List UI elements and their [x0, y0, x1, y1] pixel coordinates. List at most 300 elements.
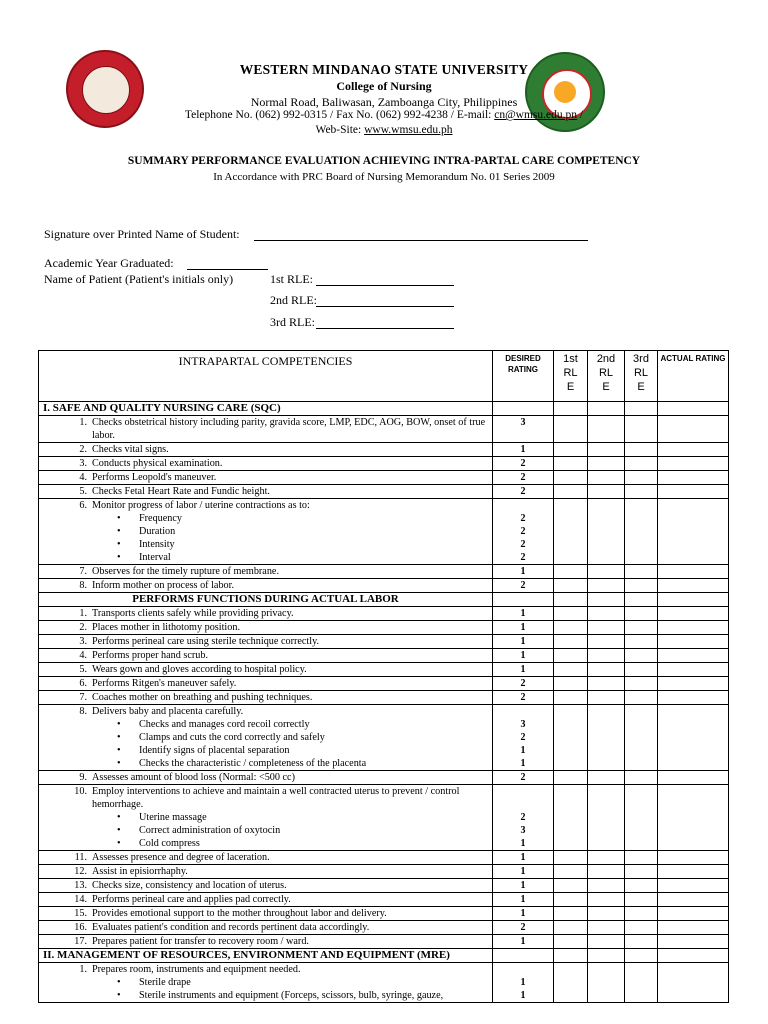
rating-cell[interactable]	[588, 635, 625, 649]
item-number: 1.	[79, 964, 87, 975]
rating-cell[interactable]	[588, 607, 625, 621]
competency-cell	[39, 416, 493, 443]
rle1-label: 1st RLE:	[270, 272, 314, 286]
rating-cell[interactable]	[588, 705, 625, 771]
desired-rating-cell	[493, 851, 554, 865]
desired-rating-value: 3	[520, 825, 526, 836]
item-text: Provides emotional support to the mother throughout labor and delivery.	[92, 908, 387, 919]
bullet-item: • Identify signs of placental separation	[117, 745, 290, 756]
rating-cell[interactable]	[588, 785, 625, 851]
rating-cell[interactable]	[554, 607, 588, 621]
rating-cell[interactable]	[554, 649, 588, 663]
item-text: Checks obstetrical history including parity, gravida score, LMP, EDC, AOG, BOW, onset of true labor.	[92, 417, 486, 441]
patient-name-label: Name of Patient (Patient's initials only)	[44, 272, 234, 286]
rating-cell[interactable]	[625, 649, 658, 663]
rating-cell[interactable]	[588, 443, 625, 457]
desired-rating-value: 1	[520, 866, 526, 877]
competency-cell	[39, 963, 493, 1003]
desired-rating-value: 2	[520, 580, 526, 591]
item-text: Prepares room, instruments and equipment needed.	[92, 964, 301, 975]
table-row	[39, 565, 729, 579]
bullet-icon: •	[117, 719, 121, 730]
rating-cell[interactable]	[658, 663, 729, 677]
rating-cell[interactable]	[625, 663, 658, 677]
rating-cell[interactable]	[658, 471, 729, 485]
rating-cell[interactable]	[588, 851, 625, 865]
item-number: 8.	[79, 706, 87, 717]
rating-cell[interactable]	[554, 416, 588, 443]
rating-cell[interactable]	[658, 579, 729, 593]
item-text: Assist in episiorrhaphy.	[92, 866, 188, 877]
item-number: 7.	[79, 566, 87, 577]
desired-rating-value: 2	[520, 692, 526, 703]
table-row	[39, 443, 729, 457]
desired-rating-value: 1	[520, 880, 526, 891]
bullet-icon: •	[117, 745, 121, 756]
section-title: I. SAFE AND QUALITY NURSING CARE (SQC)	[39, 402, 493, 416]
rating-cell[interactable]	[554, 949, 588, 963]
item-number: 3.	[79, 636, 87, 647]
rating-cell[interactable]	[625, 457, 658, 471]
bullet-icon: •	[117, 758, 121, 769]
rating-cell[interactable]	[625, 677, 658, 691]
table-row	[39, 621, 729, 635]
rating-cell[interactable]	[658, 607, 729, 621]
rating-cell[interactable]	[658, 705, 729, 771]
desired-rating-cell	[493, 457, 554, 471]
item-text: Checks Fetal Heart Rate and Fundic height.	[92, 486, 270, 497]
desired-rating-cell	[493, 485, 554, 499]
item-text: Conducts physical examination.	[92, 458, 223, 469]
table-row	[39, 879, 729, 893]
rating-cell[interactable]	[625, 935, 658, 949]
rating-cell[interactable]	[588, 691, 625, 705]
rle1-field[interactable]	[316, 285, 454, 286]
rating-cell[interactable]	[625, 485, 658, 499]
item-number: 7.	[79, 692, 87, 703]
table-row	[39, 691, 729, 705]
rating-cell[interactable]	[625, 402, 658, 416]
desired-rating-value: 2	[520, 513, 526, 524]
item-text: Coaches mother on breathing and pushing techniques.	[92, 692, 313, 703]
bullet-icon: •	[117, 513, 121, 524]
rating-cell[interactable]	[658, 593, 729, 607]
rating-cell[interactable]	[658, 771, 729, 785]
rating-cell[interactable]	[588, 579, 625, 593]
rle2-header: 2nd RL E	[588, 351, 625, 402]
rating-cell[interactable]	[658, 935, 729, 949]
desired-rating-cell	[493, 921, 554, 935]
item-number: 3.	[79, 458, 87, 469]
table-row	[39, 649, 729, 663]
item-number: 12.	[74, 866, 87, 877]
rating-cell[interactable]	[658, 851, 729, 865]
desired-rating-value: 2	[520, 486, 526, 497]
rating-cell[interactable]	[658, 565, 729, 579]
rating-cell[interactable]	[588, 663, 625, 677]
rating-cell[interactable]	[625, 879, 658, 893]
competency-cell	[39, 485, 493, 499]
table-row	[39, 416, 729, 443]
table-row	[39, 935, 729, 949]
university-name: WESTERN MINDANAO STATE UNIVERSITY	[239, 62, 529, 77]
bullet-item: • Intensity	[117, 539, 175, 550]
desired-rating-value: 3	[520, 417, 526, 428]
document-subtitle: In Accordance with PRC Board of Nursing Memorandum No. 01 Series 2009	[213, 171, 555, 183]
rating-cell[interactable]	[588, 879, 625, 893]
rating-cell[interactable]	[554, 485, 588, 499]
rating-cell[interactable]	[554, 565, 588, 579]
rating-cell[interactable]	[554, 593, 588, 607]
item-number: 11.	[74, 852, 87, 863]
rating-cell[interactable]	[554, 691, 588, 705]
desired-rating-value: 2	[520, 922, 526, 933]
item-number: 16.	[74, 922, 87, 933]
website-link[interactable]: www.wmsu.edu.ph	[364, 124, 453, 136]
desired-rating-cell	[493, 785, 554, 851]
item-number: 2.	[79, 622, 87, 633]
item-text: Monitor progress of labor / uterine contractions as to:	[92, 500, 310, 511]
competency-cell	[39, 621, 493, 635]
rating-cell[interactable]	[554, 963, 588, 1003]
table-row	[39, 921, 729, 935]
rating-cell[interactable]	[554, 635, 588, 649]
rating-cell[interactable]	[554, 785, 588, 851]
rating-cell[interactable]	[588, 649, 625, 663]
rating-cell[interactable]	[658, 402, 729, 416]
desired-rating-value: 2	[520, 552, 526, 563]
rating-cell[interactable]	[588, 457, 625, 471]
bullet-icon: •	[117, 990, 121, 1001]
item-number: 17.	[74, 936, 87, 947]
desired-rating-value: 2	[520, 458, 526, 469]
table-row	[39, 607, 729, 621]
rating-cell[interactable]	[625, 443, 658, 457]
desired-rating-cell	[493, 499, 554, 565]
rating-cell[interactable]	[588, 593, 625, 607]
rating-cell[interactable]	[554, 457, 588, 471]
item-text: Performs Ritgen's maneuver safely.	[92, 678, 237, 689]
item-number: 15.	[74, 908, 87, 919]
actual-rating-header: ACTUAL RATING	[658, 351, 729, 402]
rating-cell[interactable]	[588, 921, 625, 935]
table-row	[39, 907, 729, 921]
rating-cell[interactable]	[588, 865, 625, 879]
rating-cell[interactable]	[554, 921, 588, 935]
competency-cell	[39, 579, 493, 593]
rating-cell[interactable]	[588, 771, 625, 785]
bullet-item: • Frequency	[117, 513, 182, 524]
rating-cell[interactable]	[554, 935, 588, 949]
signature-field[interactable]	[254, 240, 588, 241]
rating-cell[interactable]	[625, 771, 658, 785]
competency-cell	[39, 677, 493, 691]
rating-cell[interactable]	[658, 621, 729, 635]
item-text: Transports clients safely while providing privacy.	[92, 608, 294, 619]
item-text: Checks size, consistency and location of uterus.	[92, 880, 287, 891]
item-number: 2.	[79, 444, 87, 455]
desired-rating-cell	[493, 935, 554, 949]
rating-cell[interactable]	[588, 402, 625, 416]
contact-line: Telephone No. (062) 992-0315 / Fax No. (062) 992-4238 / E-mail: cn@wmsu.edu.pn /	[184, 109, 584, 121]
desired-rating-cell	[493, 649, 554, 663]
section-row	[39, 949, 729, 963]
rating-cell[interactable]	[588, 963, 625, 1003]
rating-cell[interactable]	[625, 893, 658, 907]
desired-rating-cell	[493, 705, 554, 771]
rating-cell[interactable]	[554, 402, 588, 416]
rating-cell[interactable]	[658, 893, 729, 907]
competency-cell	[39, 565, 493, 579]
section-title: PERFORMS FUNCTIONS DURING ACTUAL LABOR	[39, 593, 493, 607]
table-row	[39, 705, 729, 771]
rating-cell[interactable]	[554, 663, 588, 677]
desired-rating-value: 1	[520, 745, 526, 756]
item-text: Performs perineal care using sterile technique correctly.	[92, 636, 320, 647]
bullet-item: • Checks the characteristic / completeness of the placenta	[117, 758, 367, 769]
rating-cell[interactable]	[625, 579, 658, 593]
table-row	[39, 865, 729, 879]
rating-cell[interactable]	[554, 621, 588, 635]
rating-cell[interactable]	[658, 865, 729, 879]
rating-cell[interactable]	[588, 893, 625, 907]
bullet-icon: •	[117, 526, 121, 537]
competency-cell	[39, 691, 493, 705]
desired-rating-value: 2	[520, 472, 526, 483]
signature-label: Signature over Printed Name of Student:	[44, 227, 240, 241]
rating-cell[interactable]	[554, 865, 588, 879]
competency-cell	[39, 443, 493, 457]
rating-cell[interactable]	[625, 851, 658, 865]
item-text: Employ interventions to achieve and maintain a well contracted uterus to prevent / control hemorrhage.	[92, 786, 460, 810]
rle3-header: 3rd RL E	[625, 351, 658, 402]
rating-cell[interactable]	[588, 485, 625, 499]
rating-cell[interactable]	[625, 865, 658, 879]
item-text: Inform mother on process of labor.	[92, 580, 235, 591]
rle3-label: 3rd RLE:	[270, 315, 315, 329]
rating-cell[interactable]	[625, 471, 658, 485]
bullet-item: • Sterile drape	[117, 977, 191, 988]
desired-rating-cell	[493, 607, 554, 621]
bullet-item: • Clamps and cuts the cord correctly and safely	[117, 732, 325, 743]
rating-cell[interactable]	[554, 851, 588, 865]
bullet-icon: •	[117, 812, 121, 823]
document-title: SUMMARY PERFORMANCE EVALUATION ACHIEVING INTRA-PARTAL CARE COMPETENCY	[127, 155, 641, 167]
item-text: Delivers baby and placenta carefully.	[92, 706, 244, 717]
table-row	[39, 771, 729, 785]
desired-rating-value: 1	[520, 636, 526, 647]
rating-cell[interactable]	[554, 499, 588, 565]
rating-cell[interactable]	[625, 785, 658, 851]
rating-cell[interactable]	[658, 457, 729, 471]
rating-cell[interactable]	[554, 579, 588, 593]
desired-rating-value: 2	[520, 526, 526, 537]
rating-cell[interactable]	[554, 443, 588, 457]
desired-rating-cell	[493, 879, 554, 893]
item-text: Wears gown and gloves according to hospital policy.	[92, 664, 307, 675]
rating-cell[interactable]	[554, 771, 588, 785]
rating-cell[interactable]	[588, 935, 625, 949]
desired-rating-value: 1	[520, 838, 526, 849]
rating-cell[interactable]	[625, 705, 658, 771]
item-number: 1.	[79, 608, 87, 619]
table-row	[39, 677, 729, 691]
rating-cell[interactable]	[658, 691, 729, 705]
rating-cell[interactable]	[658, 879, 729, 893]
rating-cell[interactable]	[625, 621, 658, 635]
rating-cell[interactable]	[625, 593, 658, 607]
bullet-item: • Uterine massage	[117, 812, 207, 823]
competency-cell	[39, 663, 493, 677]
rating-cell[interactable]	[625, 691, 658, 705]
competency-cell	[39, 635, 493, 649]
rating-cell[interactable]	[658, 485, 729, 499]
table-row	[39, 963, 729, 1003]
rating-cell[interactable]	[658, 635, 729, 649]
rating-cell[interactable]	[625, 499, 658, 565]
rating-cell[interactable]	[658, 499, 729, 565]
academic-year-field[interactable]	[187, 269, 268, 270]
desired-rating-cell	[493, 663, 554, 677]
desired-rating-value: 1	[520, 444, 526, 455]
email-link[interactable]: cn@wmsu.edu.pn	[494, 109, 578, 121]
desired-rating-value: 1	[520, 566, 526, 577]
rating-cell[interactable]	[588, 499, 625, 565]
website-line: Web-Site: www.wmsu.edu.ph	[315, 124, 453, 136]
item-text: Prepares patient for transfer to recovery room / ward.	[92, 936, 309, 947]
rating-cell[interactable]	[554, 893, 588, 907]
rating-cell[interactable]	[554, 471, 588, 485]
bullet-item: • Interval	[117, 552, 171, 563]
desired-rating-value: 1	[520, 650, 526, 661]
rating-cell[interactable]	[625, 907, 658, 921]
competency-cell	[39, 851, 493, 865]
rating-cell[interactable]	[588, 471, 625, 485]
desired-rating-value: 1	[520, 622, 526, 633]
desired-rating-value: 1	[520, 977, 526, 988]
desired-rating-cell	[493, 635, 554, 649]
item-number: 4.	[79, 650, 87, 661]
desired-rating-value: 1	[520, 894, 526, 905]
bullet-icon: •	[117, 552, 121, 563]
rating-cell[interactable]	[625, 949, 658, 963]
competency-cell	[39, 457, 493, 471]
item-text: Places mother in lithotomy position.	[92, 622, 240, 633]
competency-cell	[39, 785, 493, 851]
rating-cell[interactable]	[625, 921, 658, 935]
bullet-item: • Cold compress	[117, 838, 200, 849]
rating-cell[interactable]	[554, 705, 588, 771]
desired-rating-cell	[493, 579, 554, 593]
bullet-icon: •	[117, 825, 121, 836]
rating-cell[interactable]	[625, 607, 658, 621]
bullet-item: • Duration	[117, 526, 176, 537]
rating-cell[interactable]	[658, 921, 729, 935]
rle2-field[interactable]	[316, 306, 454, 307]
rating-cell[interactable]	[588, 907, 625, 921]
competency-cell	[39, 705, 493, 771]
item-number: 4.	[79, 472, 87, 483]
rle3-field[interactable]	[316, 328, 454, 329]
item-number: 14.	[74, 894, 87, 905]
rating-cell[interactable]	[625, 963, 658, 1003]
item-text: Performs perineal care and applies pad correctly.	[92, 894, 291, 905]
rating-cell[interactable]	[588, 949, 625, 963]
item-text: Checks vital signs.	[92, 444, 169, 455]
desired-rating-header: DESIRED RATING	[493, 351, 554, 402]
rating-cell[interactable]	[625, 565, 658, 579]
rating-cell[interactable]	[554, 879, 588, 893]
table-row	[39, 785, 729, 851]
table-row	[39, 457, 729, 471]
rating-cell[interactable]	[658, 649, 729, 663]
table-row	[39, 851, 729, 865]
rating-cell[interactable]	[554, 907, 588, 921]
desired-rating-value: 2	[520, 539, 526, 550]
table-row	[39, 893, 729, 907]
rating-cell[interactable]	[658, 416, 729, 443]
desired-rating-value: 1	[520, 758, 526, 769]
competency-cell	[39, 865, 493, 879]
item-text: Performs Leopold's maneuver.	[92, 472, 217, 483]
table-row	[39, 485, 729, 499]
competency-cell	[39, 879, 493, 893]
desired-rating-value: 1	[520, 664, 526, 675]
rle2-label: 2nd RLE:	[270, 293, 317, 307]
rating-cell[interactable]	[588, 621, 625, 635]
bullet-icon: •	[117, 539, 121, 550]
rating-cell[interactable]	[588, 677, 625, 691]
desired-rating-cell	[493, 865, 554, 879]
rating-cell[interactable]	[554, 677, 588, 691]
item-number: 5.	[79, 664, 87, 675]
desired-rating-cell	[493, 621, 554, 635]
rating-cell[interactable]	[658, 785, 729, 851]
rating-cell[interactable]	[658, 677, 729, 691]
bullet-icon: •	[117, 732, 121, 743]
item-number: 10.	[74, 786, 87, 797]
rating-cell[interactable]	[625, 416, 658, 443]
bullet-item: • Sterile instruments and equipment (Forceps, scissors, bulb, syringe, gauze,	[117, 990, 444, 1001]
item-text: Evaluates patient's condition and records pertinent data accordingly.	[92, 922, 370, 933]
item-text: Assesses presence and degree of laceration.	[92, 852, 270, 863]
competency-cell	[39, 893, 493, 907]
section-row	[39, 593, 729, 607]
rating-cell[interactable]	[658, 443, 729, 457]
rating-cell[interactable]	[658, 907, 729, 921]
desired-rating-value: 1	[520, 908, 526, 919]
desired-rating-cell	[493, 416, 554, 443]
rating-cell[interactable]	[625, 635, 658, 649]
rating-cell[interactable]	[588, 565, 625, 579]
rating-cell[interactable]	[658, 949, 729, 963]
competency-table	[38, 350, 729, 1003]
desired-rating-value: 3	[520, 719, 526, 730]
bullet-item: • Correct administration of oxytocin	[117, 825, 281, 836]
table-row	[39, 499, 729, 565]
item-number: 1.	[79, 417, 87, 428]
rating-cell[interactable]	[658, 963, 729, 1003]
rating-cell[interactable]	[588, 416, 625, 443]
item-text: Observes for the timely rupture of membrane.	[92, 566, 279, 577]
table-row	[39, 579, 729, 593]
desired-rating-value: 1	[520, 936, 526, 947]
item-number: 6.	[79, 500, 87, 511]
rle1-header: 1st RL E	[554, 351, 588, 402]
competency-cell	[39, 921, 493, 935]
bullet-icon: •	[117, 977, 121, 988]
competency-cell	[39, 499, 493, 565]
